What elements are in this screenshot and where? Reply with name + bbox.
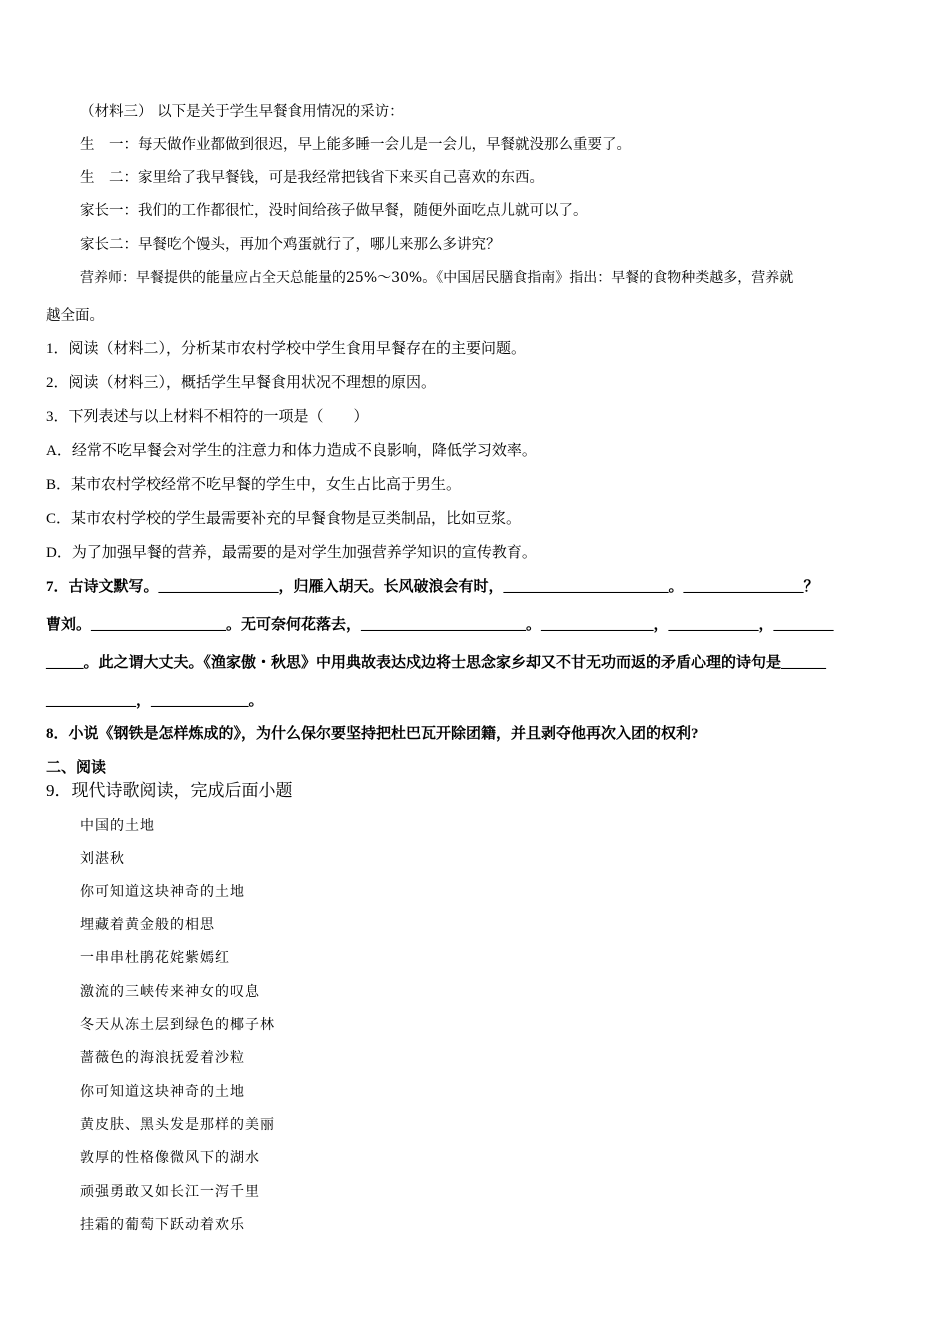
question-8: 8．小说《钢铁是怎样炼成的》，为什么保尔要坚持把杜巴瓦开除团籍，并且剥夺他再次入团的权利? — [46, 726, 699, 742]
poem-line: 敦厚的性格像微风下的湖水 — [80, 1150, 260, 1166]
poem-line: 激流的三峡传来神女的叹息 — [80, 984, 260, 1000]
question-7-line2: 曹刘。__________________。无可奈何花落去，______________________。_______________，____________，________ — [46, 617, 834, 633]
poem-line: 挂霜的葡萄下跃动着欢乐 — [80, 1217, 245, 1233]
poem-line: 你可知道这块神奇的土地 — [80, 884, 245, 900]
question-1: 1．阅读（材料二），分析某市农村学校中学生食用早餐存在的主要问题。 — [46, 341, 527, 357]
question-7-line4: ____________，_____________。 — [46, 693, 264, 709]
section-heading-reading: 二、阅读 — [46, 760, 107, 776]
poem-line: 埋藏着黄金般的相思 — [80, 917, 215, 933]
poem-title: 中国的土地 — [80, 818, 155, 834]
poem-line: 你可知道这块神奇的土地 — [80, 1084, 245, 1100]
poem-line: 黄皮肤、黑头发是那样的美丽 — [80, 1117, 275, 1133]
option-a: A．经常不吃早餐会对学生的注意力和体力造成不良影响，降低学习效率。 — [46, 443, 537, 459]
poem-line: 一串串杜鹃花姹紫嫣红 — [80, 950, 230, 966]
question-3: 3．下列表述与以上材料不相符的一项是（ ） — [46, 409, 369, 425]
question-9: 9．现代诗歌阅读，完成后面小题 — [46, 781, 293, 800]
interview-student2: 生 二：家里给了我早餐钱，可是我经常把钱省下来买自己喜欢的东西。 — [80, 170, 544, 186]
question-2: 2．阅读（材料三），概括学生早餐食用状况不理想的原因。 — [46, 375, 437, 391]
interview-parent2: 家长二：早餐吃个馒头，再加个鸡蛋就行了，哪儿来那么多讲究？ — [80, 237, 501, 253]
question-7-line1: 7．古诗文默写。________________，归雁入胡天。长风破浪会有时，______________________。________________？ — [46, 579, 819, 595]
interview-nutritionist: 营养师：早餐提供的能量应占全天总能量的25%～30%。《中国居民膳食指南》指出：早餐的食物种类越多，营养就 — [80, 270, 794, 286]
material3-intro: （材料三） 以下是关于学生早餐食用情况的采访： — [80, 104, 404, 120]
poem-line: 蔷薇色的海浪抚爱着沙粒 — [80, 1050, 245, 1066]
poem-line: 冬天从冻土层到绿色的椰子林 — [80, 1017, 275, 1033]
question-7-line3: _____。此之谓大丈夫。《渔家傲・秋思》中用典故表达戍边将士思念家乡却又不甘无功而返的矛盾心理的诗句是______ — [46, 655, 827, 671]
option-c: C．某市农村学校的学生最需要补充的早餐食物是豆类制品，比如豆浆。 — [46, 511, 522, 527]
interview-nutritionist-cont: 越全面。 — [46, 308, 104, 324]
option-b: B．某市农村学校经常不吃早餐的学生中，女生占比高于男生。 — [46, 477, 462, 493]
poem-author: 刘湛秋 — [80, 851, 125, 867]
option-d: D．为了加强早餐的营养，最需要的是对学生加强营养学知识的宣传教育。 — [46, 545, 537, 561]
poem-line: 顽强勇敢又如长江一泻千里 — [80, 1184, 260, 1200]
interview-parent1: 家长一：我们的工作都很忙，没时间给孩子做早餐，随便外面吃点儿就可以了。 — [80, 203, 588, 219]
interview-student1: 生 一：每天做作业都做到很迟，早上能多睡一会儿是一会儿，早餐就没那么重要了。 — [80, 137, 631, 153]
